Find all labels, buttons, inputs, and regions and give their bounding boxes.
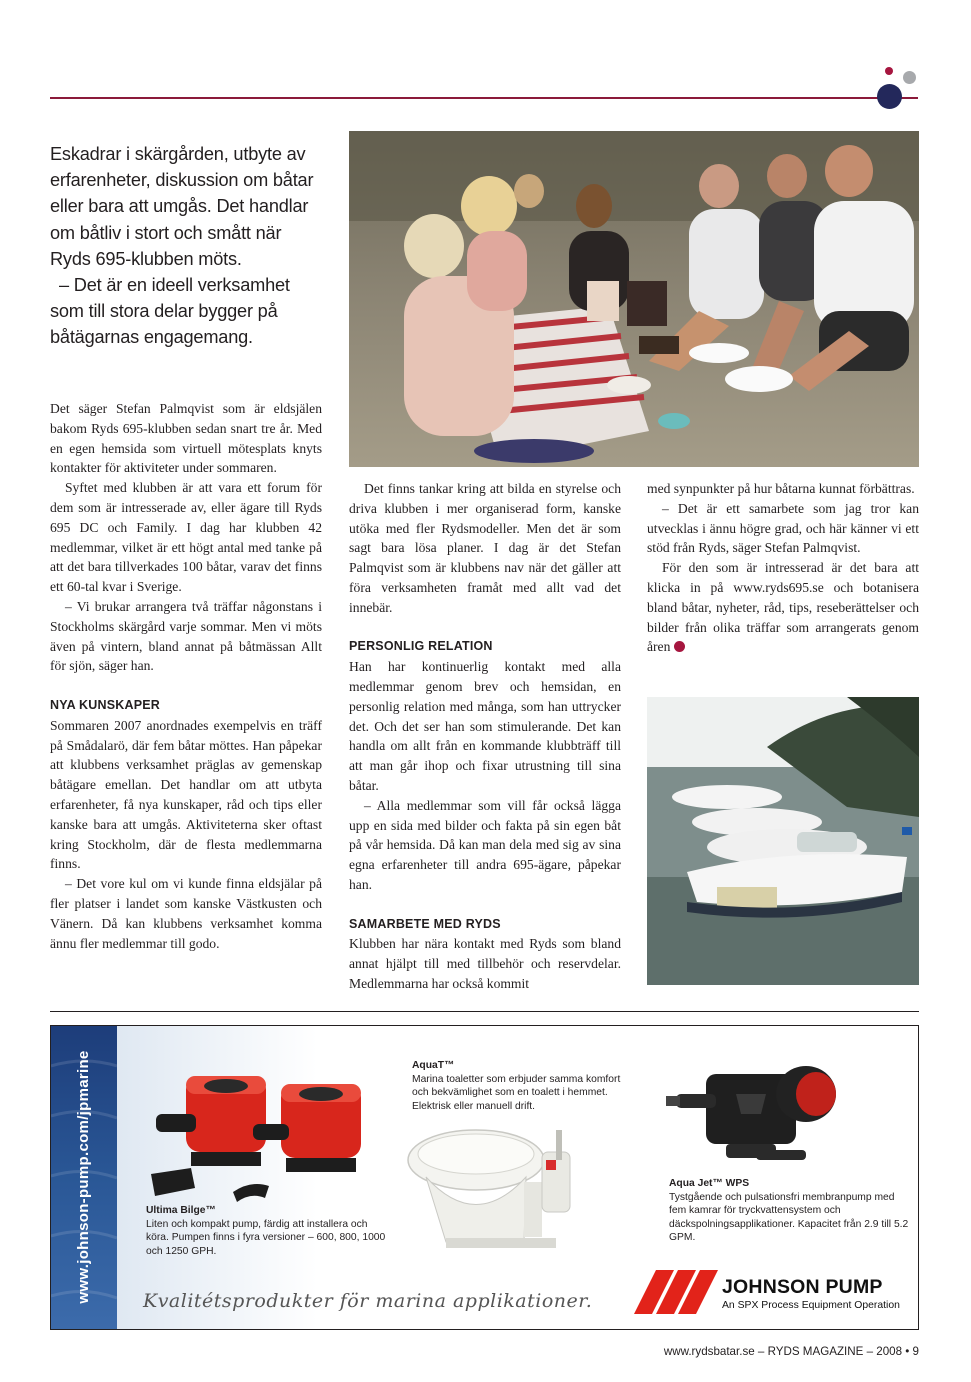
col2-paragraph-2: Han har kontinuerlig kontakt med alla medlemmar genom brev och hemsidan, en personlig relation med många, som han uttrycker det. Och det ser han som stimulerande. Det kan handla om allt från en kommande klubbträff till att man går ihop och fixar utrustning till sina båtar.: [349, 659, 621, 793]
lead-paragraph-2: – Det är en ideell verksamhet som till stora delar bygger på båtägarnas engagemang.: [50, 275, 290, 348]
johnson-pump-ad: [50, 1025, 919, 1330]
aquajet-description: [669, 1177, 909, 1245]
col2-subheading-2: SAMARBETE MED RYDS: [349, 916, 501, 931]
toilet-icon: [406, 1122, 621, 1257]
aquat-description: [412, 1059, 637, 1113]
header-dot-red: [885, 67, 893, 75]
ad-top-rule: [50, 1011, 919, 1012]
end-mark-dot: [674, 641, 685, 652]
col3-paragraph-3-text: För den som är intresserad är det bara att klicka in på www.ryds695.se och botanisera bland båtar, nyheter, råd, tips, reseberättelser och bilder från olika träffar som arrangerats genom åren: [647, 560, 919, 655]
page-footer: www.rydsbatar.se – RYDS MAGAZINE – 2008 • 9: [663, 1345, 919, 1358]
col2-paragraph-1: Det finns tankar kring att bilda en styrelse och driva klubben i mer organiserad form, kanske utöka med fler Rydsmodeller. Men det är som sagt bara lösa planer. I dag är det Stefan Palmqvist som är klubbens nav när det gäller att föra verksamheten framåt med allt vad det innebär.: [349, 481, 621, 615]
bilge-pump-icon: [151, 1064, 411, 1214]
bilge-text: Liten och kompakt pump, färdig att installera och köra. Pumpen finns i fyra versioner – 600, 800, 1000 och 1250 GPH.: [146, 1218, 386, 1257]
col2-paragraph-4: Klubben har nära kontakt med Ryds som bland annat hjälpt till med tillbehör och reservdelar. Medlemmarna har också kommit: [349, 936, 621, 991]
aquat-text: Marina toaletter som erbjuder samma komfort och bekvämlighet som en toalett i hemmet. Elektrisk eller manuell drift.: [412, 1073, 621, 1112]
brand-subtitle: An SPX Process Equipment Operation: [722, 1300, 900, 1311]
col3-paragraph-2: – Det är ett samarbete som jag tror kan utvecklas i ännu högre grad, och här känner vi ett stöd från Ryds, säger Stefan Palmqvist.: [647, 500, 919, 556]
col3-paragraph-3: [647, 558, 919, 657]
article-column-2: [349, 479, 621, 994]
col1-paragraph-1: Det säger Stefan Palmqvist som är eldsjälen bakom Ryds 695-klubben sedan snart tre år. Med en egen hemsida som virtuell mötesplats knyts kontakter för aktiviteter under sommaren.: [50, 401, 322, 476]
col3-paragraph-1: med synpunkter på hur båtarna kunnat förbättras.: [647, 481, 915, 496]
lead-paragraph-1: Eskadrar i skärgården, utbyte av erfarenheter, diskussion om båtar eller bara att umgås. Det handlar om båtliv i stort och smått när Ryds 695-klubben möts.: [50, 144, 314, 269]
col1-paragraph-2: Syftet med klubben är att vara ett forum för dem som är intresserade av, eller ägare till Ryds 695 DC och Family. I dag har klubben 42 medlemmar, vilket är ett högt antal med tanke på att det bara tillverkades 100 båtar, varav det finns ett 60-tal kvar i Sverige.: [50, 480, 322, 595]
aquat-title: AquaT™: [412, 1060, 455, 1071]
col1-subheading-1: NYA KUNSKAPER: [50, 697, 161, 712]
group-picnic-photo: [349, 131, 919, 467]
article-column-3: [647, 479, 919, 657]
membrane-pump-icon: [666, 1054, 846, 1174]
ad-slogan: Kvalitétsprodukter för marina applikationer.: [143, 1290, 593, 1312]
ad-side-band: [51, 1026, 117, 1329]
header-dot-navy: [877, 84, 902, 109]
aquajet-title: Aqua Jet™ WPS: [669, 1178, 750, 1189]
col1-paragraph-4: Sommaren 2007 anordnades exempelvis en träff på Smådalarö, där fem båtar möttes. Han påpekar att klubbens verksamhet präglas av gemenskap båtägare emellan. Det handlar om att utbyta erfarenheter, få nya kunskaper, råd och tips eller kanske bara att umgås. Aktiviteterna sker oftast kring Stockholm, där de flesta medlemmarna finns.: [50, 717, 322, 872]
moored-boats-image: [647, 697, 919, 985]
group-picnic-image: [349, 131, 919, 467]
col1-paragraph-5: – Det vore kul om vi kunde finna eldsjälar på fler platser i landet som kanske Västkusten och Vänern. Då kan klubbens verksamhet komma ännu fler medlemmar till godo.: [50, 876, 322, 951]
aquajet-text: Tystgående och pulsationsfri membranpump med fem kamrar för tryckvattensystem och däckspolningsapplikationer. Kapacitet från 2.9 till 5.2 GPM.: [669, 1191, 909, 1244]
col1-paragraph-3: – Vi brukar arrangera två träffar någonstans i Stockholms skärgård varje sommar. Men vi möts även på vintern, bland annat på båtmässan Allt för sjön, säger han.: [50, 598, 322, 674]
header-rule: [50, 97, 883, 99]
moored-boats-photo: [647, 697, 919, 985]
bilge-title: Ultima Bilge™: [146, 1205, 216, 1216]
article-lead: [50, 141, 325, 351]
article-column-1: [50, 399, 322, 953]
col2-subheading-1: PERSONLIG RELATION: [349, 639, 493, 654]
brand-name: JOHNSON PUMP: [722, 1276, 883, 1298]
header-dot-grey: [903, 71, 916, 84]
bilge-description: [146, 1204, 386, 1258]
ad-side-url: www.johnson-pump.com/jpmarine: [75, 1050, 92, 1304]
johnson-pump-logo-icon: [634, 1266, 722, 1316]
col2-paragraph-3: – Alla medlemmar som vill får också lägga upp en sida med bilder och fakta på sin egen båt på vår hemsida. Då kan man dela med sig av sina egna erfarenheter till andra 695-ägare, påpekar han.: [349, 797, 621, 892]
